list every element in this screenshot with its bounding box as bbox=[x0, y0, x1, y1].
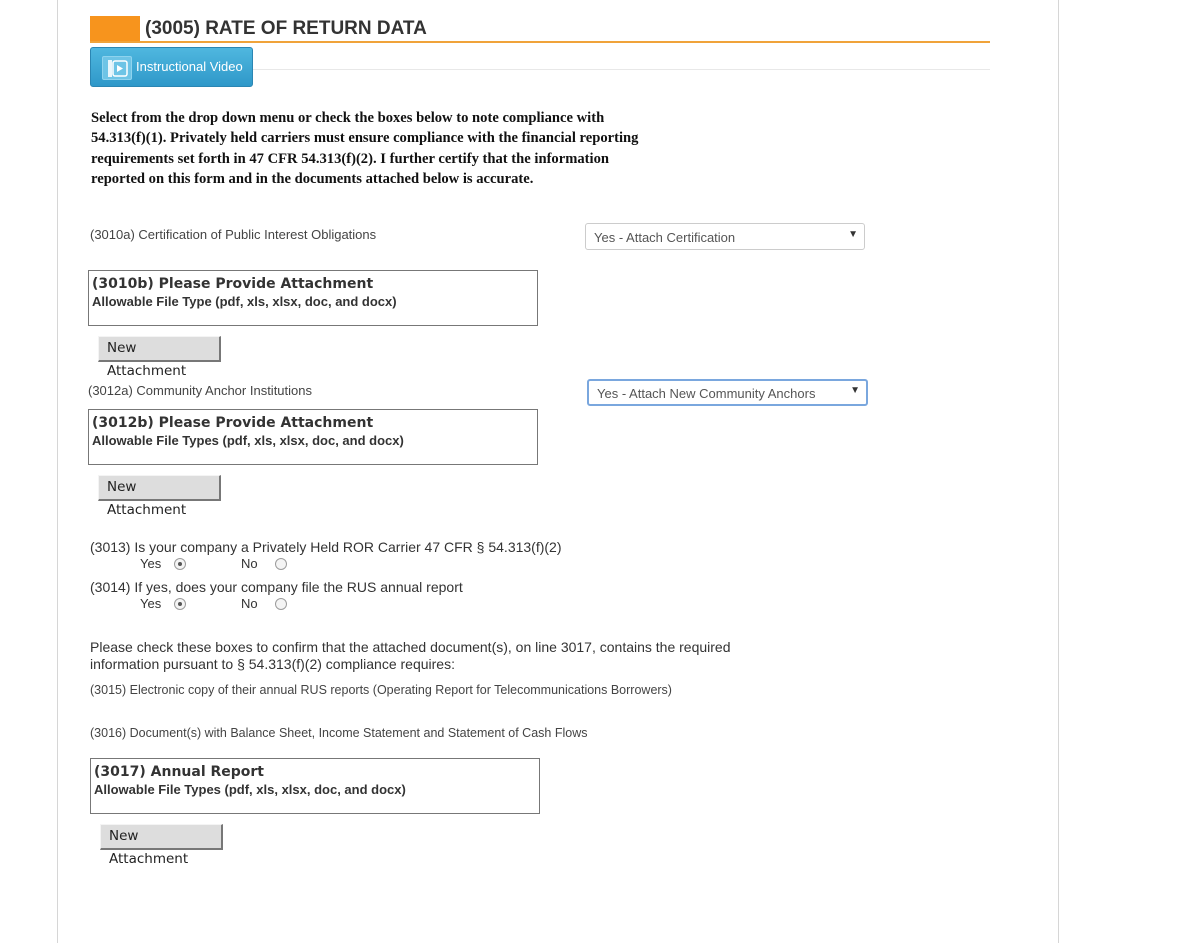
q3010b-new-attachment-button[interactable]: New Attachment bbox=[98, 336, 221, 362]
q3014-yes-radio[interactable] bbox=[174, 598, 186, 610]
q3010b-attachment-box bbox=[88, 270, 538, 326]
q3013-yes-radio[interactable] bbox=[174, 558, 186, 570]
q3012a-selected-value: Yes - Attach New Community Anchors bbox=[597, 386, 816, 401]
instructional-video-label: Instructional Video bbox=[136, 59, 243, 74]
confirm-text-line-1: Please check these boxes to confirm that the attached document(s), on line 3017, contains the required bbox=[90, 639, 731, 655]
q3014-yes-label: Yes bbox=[140, 596, 162, 611]
video-play-icon bbox=[102, 56, 132, 80]
q3013-radio-group bbox=[140, 556, 300, 572]
q3017-new-attachment-button[interactable]: New Attachment bbox=[100, 824, 223, 850]
video-row bbox=[90, 47, 990, 74]
confirm-text-line-2: information pursuant to § 54.313(f)(2) compliance requires: bbox=[90, 656, 455, 672]
q3012a-select[interactable] bbox=[587, 379, 868, 406]
q3017-title: (3017) Annual Report bbox=[94, 764, 265, 780]
instructional-video-button[interactable] bbox=[90, 47, 253, 87]
q3016-label: (3016) Document(s) with Balance Sheet, Income Statement and Statement of Cash Flows bbox=[90, 726, 588, 740]
section-header bbox=[90, 16, 990, 43]
q3013-no-radio[interactable] bbox=[275, 558, 287, 570]
compliance-intro-text: Select from the drop down menu or check the boxes below to note compliance with 54.313(f)(1). Privately held carriers must ensure compliance with the financial reporting requirements set forth in 47 CFR 54.313(f)(2). I further certify that the information reported on this form and in the documents attached below is accurate. bbox=[91, 110, 639, 187]
q3012b-new-attachment-button[interactable]: New Attachment bbox=[98, 475, 221, 501]
q3014-radio-group bbox=[140, 596, 300, 612]
q3017-file-types: Allowable File Types (pdf, xls, xlsx, doc, and docx) bbox=[94, 782, 406, 797]
q3013-no-label: No bbox=[241, 556, 258, 571]
section-accent-block bbox=[90, 16, 140, 41]
q3017-attachment-box bbox=[90, 758, 540, 814]
q3010b-file-types: Allowable File Type (pdf, xls, xlsx, doc, and docx) bbox=[92, 294, 397, 309]
q3010b-title: (3010b) Please Provide Attachment bbox=[92, 276, 374, 292]
q3010a-selected-value: Yes - Attach Certification bbox=[594, 230, 736, 245]
q3010a-label: (3010a) Certification of Public Interest Obligations bbox=[90, 227, 377, 242]
q3010a-select[interactable] bbox=[585, 223, 865, 250]
caret-down-icon: ▼ bbox=[850, 385, 860, 396]
q3014-label: (3014) If yes, does your company file the RUS annual report bbox=[90, 579, 463, 595]
q3012b-attachment-box bbox=[88, 409, 538, 465]
q3012b-title: (3012b) Please Provide Attachment bbox=[92, 415, 374, 431]
q3012b-file-types: Allowable File Types (pdf, xls, xlsx, doc, and docx) bbox=[92, 433, 404, 448]
q3014-no-label: No bbox=[241, 596, 258, 611]
page-title: (3005) RATE OF RETURN DATA bbox=[145, 18, 427, 39]
q3015-label: (3015) Electronic copy of their annual RUS reports (Operating Report for Telecommunications Borrowers) bbox=[90, 683, 672, 697]
q3013-yes-label: Yes bbox=[140, 556, 162, 571]
q3012a-label: (3012a) Community Anchor Institutions bbox=[88, 383, 312, 398]
q3014-no-radio[interactable] bbox=[275, 598, 287, 610]
q3013-label: (3013) Is your company a Privately Held ROR Carrier 47 CFR § 54.313(f)(2) bbox=[90, 539, 562, 555]
caret-down-icon: ▼ bbox=[848, 229, 858, 240]
